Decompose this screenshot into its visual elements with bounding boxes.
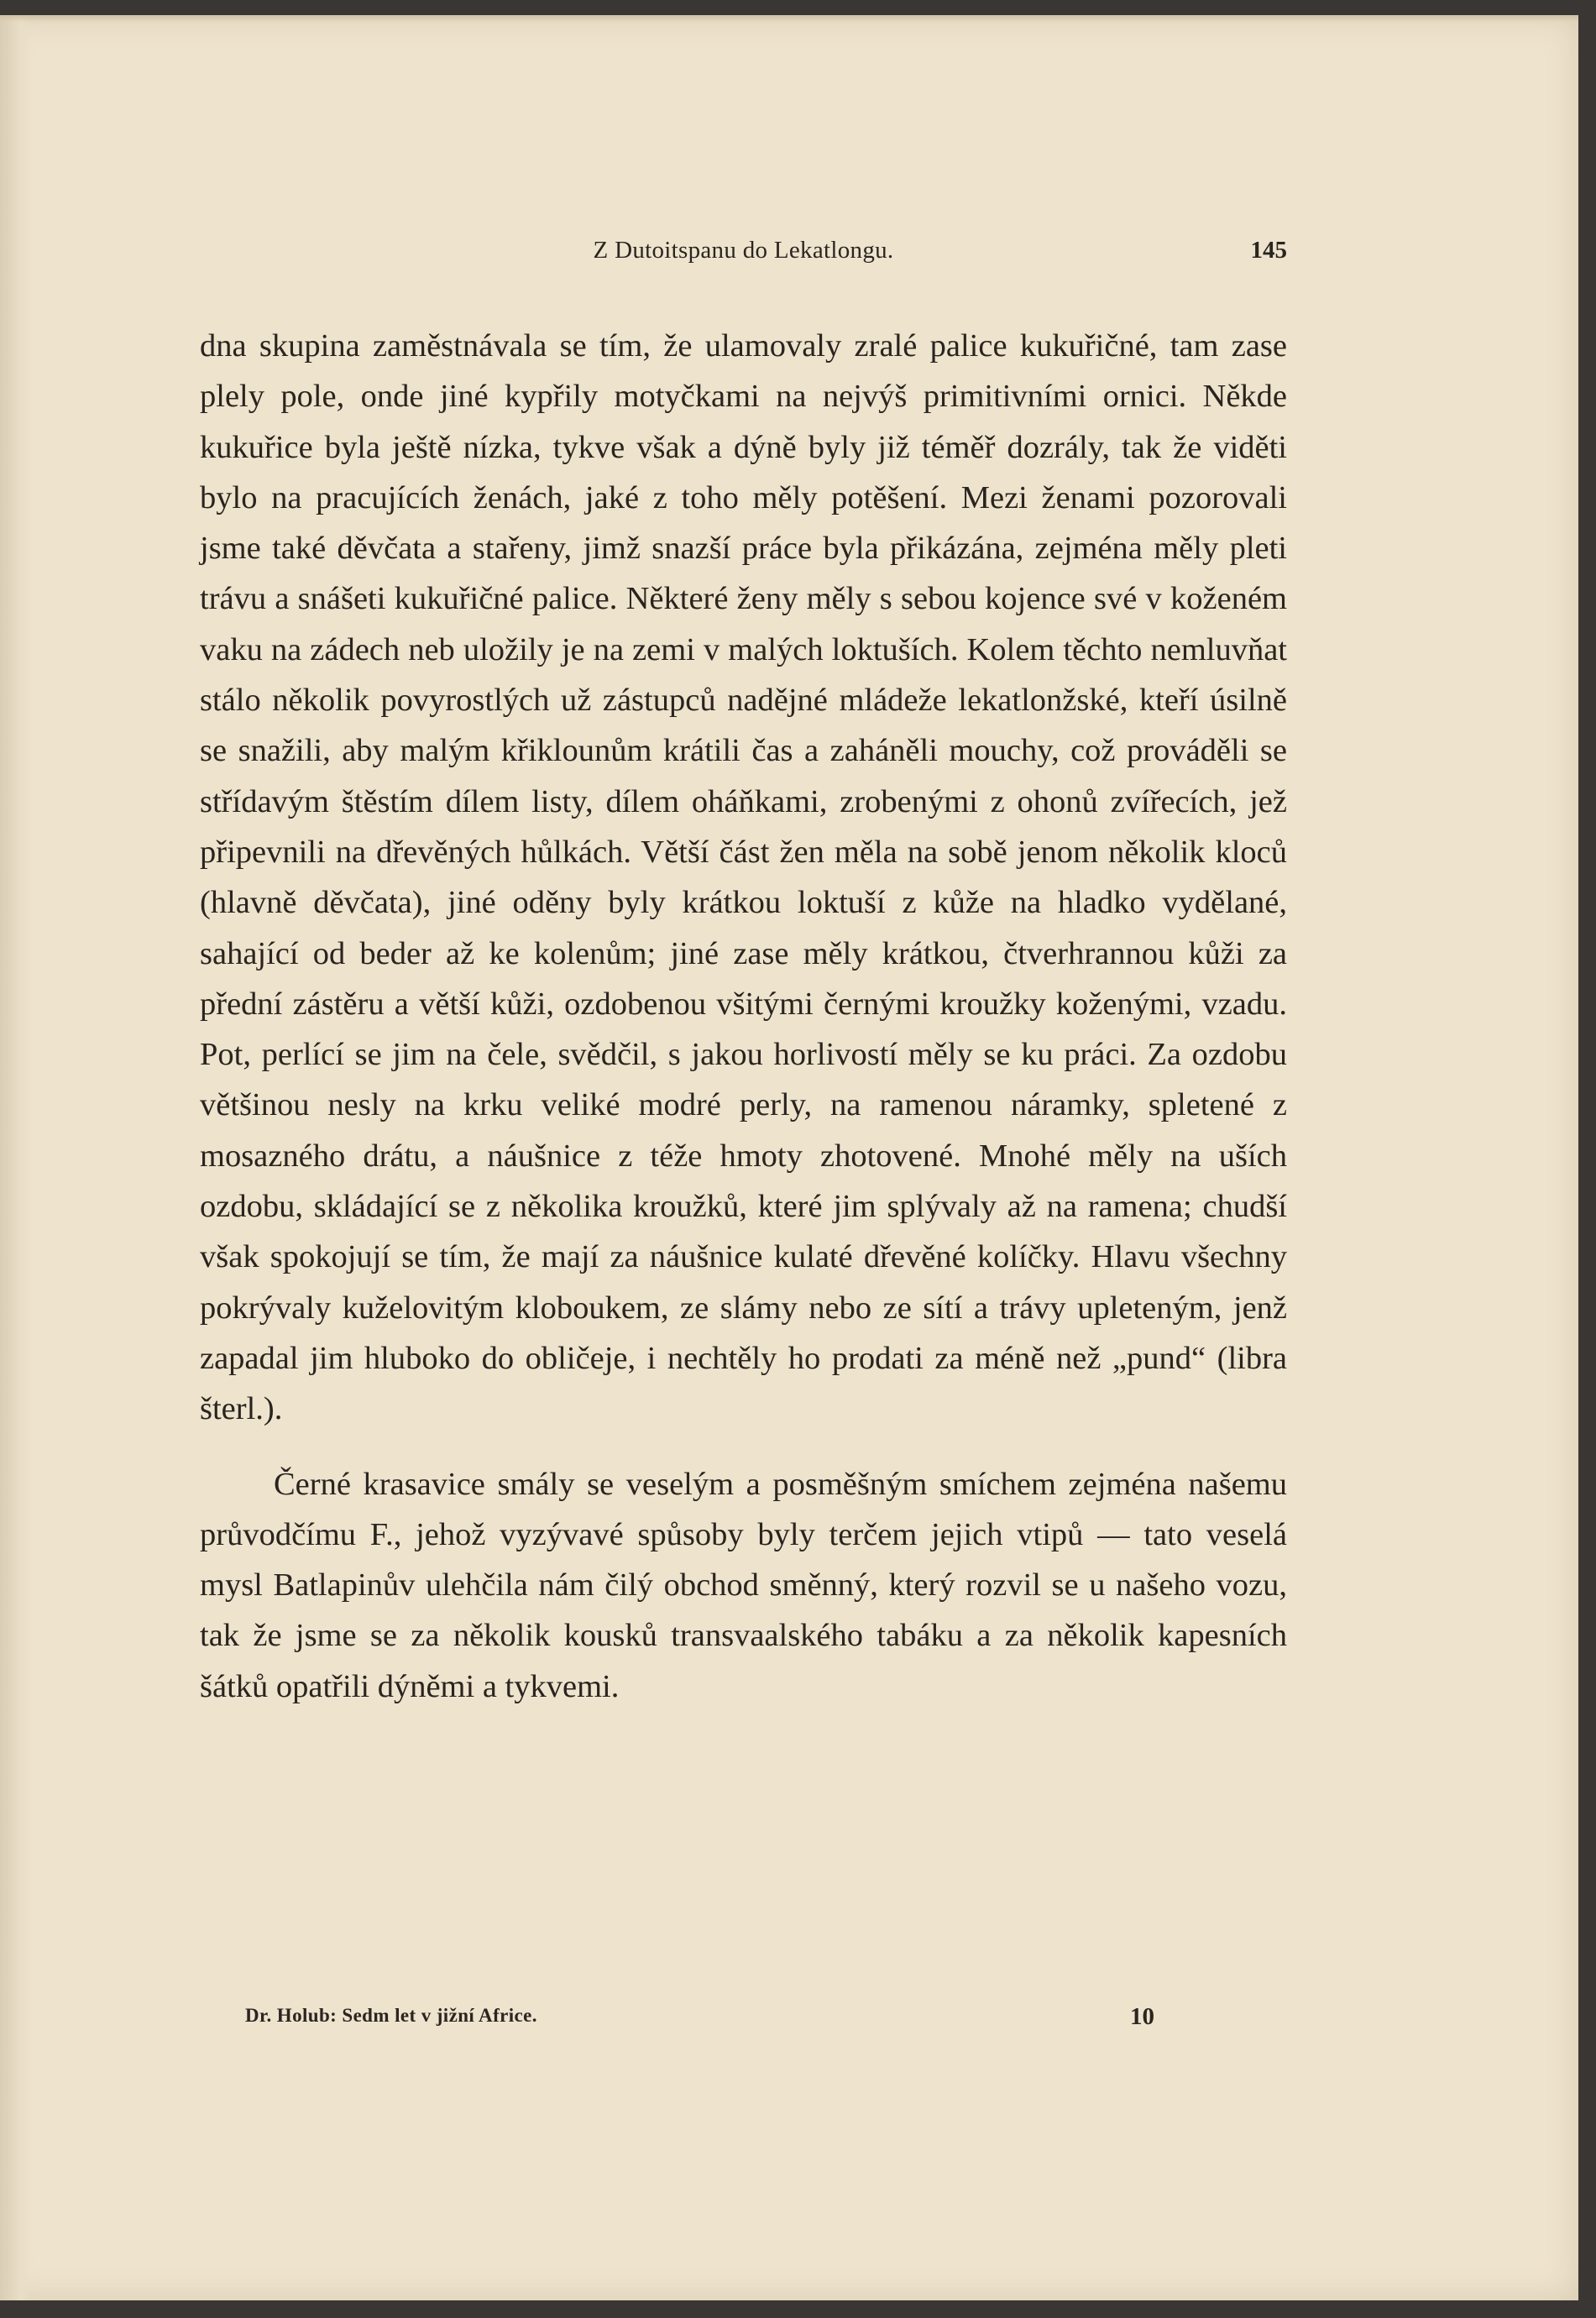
- footer-sheet-number: 10: [1130, 2003, 1154, 2030]
- page-number: 145: [1250, 237, 1287, 264]
- footer-signature: Dr. Holub: Sedm let v jižní Africe.: [245, 2005, 537, 2026]
- paragraph-1: dna skupina zaměstnávala se tím, že ulamovaly zralé palice kukuřičné, tam zase plely pole, onde jiné kypřily motyčkami na nejvýš primitivními ornici. Někde kukuřice byla ještě nízka, tykve však a dýně byly již téměř dozrály, tak že viděti bylo na pracujících ženách, jaké z toho měly potěšení. Mezi ženami pozorovali jsme také děvčata a stařeny, jimž snazší práce byla přikázána, zejména měly pleti trávu a snášeti kukuřičné palice. Některé ženy měly s sebou kojence své v koženém vaku na zádech neb uložily je na zemi v malých loktuších. Kolem těchto nemluvňat stálo několik povyrostlých už zástupců nadějné mládeže lekatlonžské, kteří úsilně se snažili, aby malým křiklounům krátili čas a zaháněli mouchy, což prováděli se střídavým štěstím dílem listy, dílem oháňkami, zrobenými z ohonů zvířecích, jež připevnili na dřevěných hůlkách. Větší část žen měla na sobě jenom několik kloců (hlavně děvčata), jiné oděny byly krátkou loktuší z kůže na hladko vydělané, sahající od beder až ke kolenům; jiné zase měly krátkou, čtverhrannou kůži za přední zástěru a větší kůži, ozdobenou všitými černými kroužky koženými, vzadu. Pot, perlící se jim na čele, svědčil, s jakou horlivostí měly se ku práci. Za ozdobu většinou nesly na krku veliké modré perly, na ramenou náramky, spletené z mosazného drátu, a náušnice z téže hmoty zhotovené. Mnohé měly na uších ozdobu, skládající se z několika kroužků, které jim splývaly až na ramena; chudší však spokojují se tím, že mají za náušnice kulaté dřevěné kolíčky. Hlavu všechny pokrývaly kuželovitým kloboukem, ze slámy nebo ze sítí a trávy upleteným, jenž zapadal jim hluboko do obličeje, i nechtěly ho prodati za méně než „pund“ (libra šterl.).: [200, 328, 1287, 1427]
- body-text: [200, 321, 1287, 1712]
- paragraph-2: Černé krasavice smály se veselým a posměšným smíchem zejména našemu průvodčímu F., jehož vyzývavé spůsoby byly terčem jejich vtipů — tato veselá mysl Batlapinův ulehčila nám čilý obchod směnný, který rozvil se u našeho vozu, tak že jsme se za několik kousků transvaalského tabáku a za několik kapesních šátků opatřili dýněmi a tykvemi.: [200, 1466, 1287, 1704]
- running-header: [200, 237, 1287, 270]
- page-binding-shadow: [0, 15, 30, 2300]
- running-title: Z Dutoitspanu do Lekatlongu.: [593, 237, 894, 264]
- page-top-edge: [0, 15, 1578, 22]
